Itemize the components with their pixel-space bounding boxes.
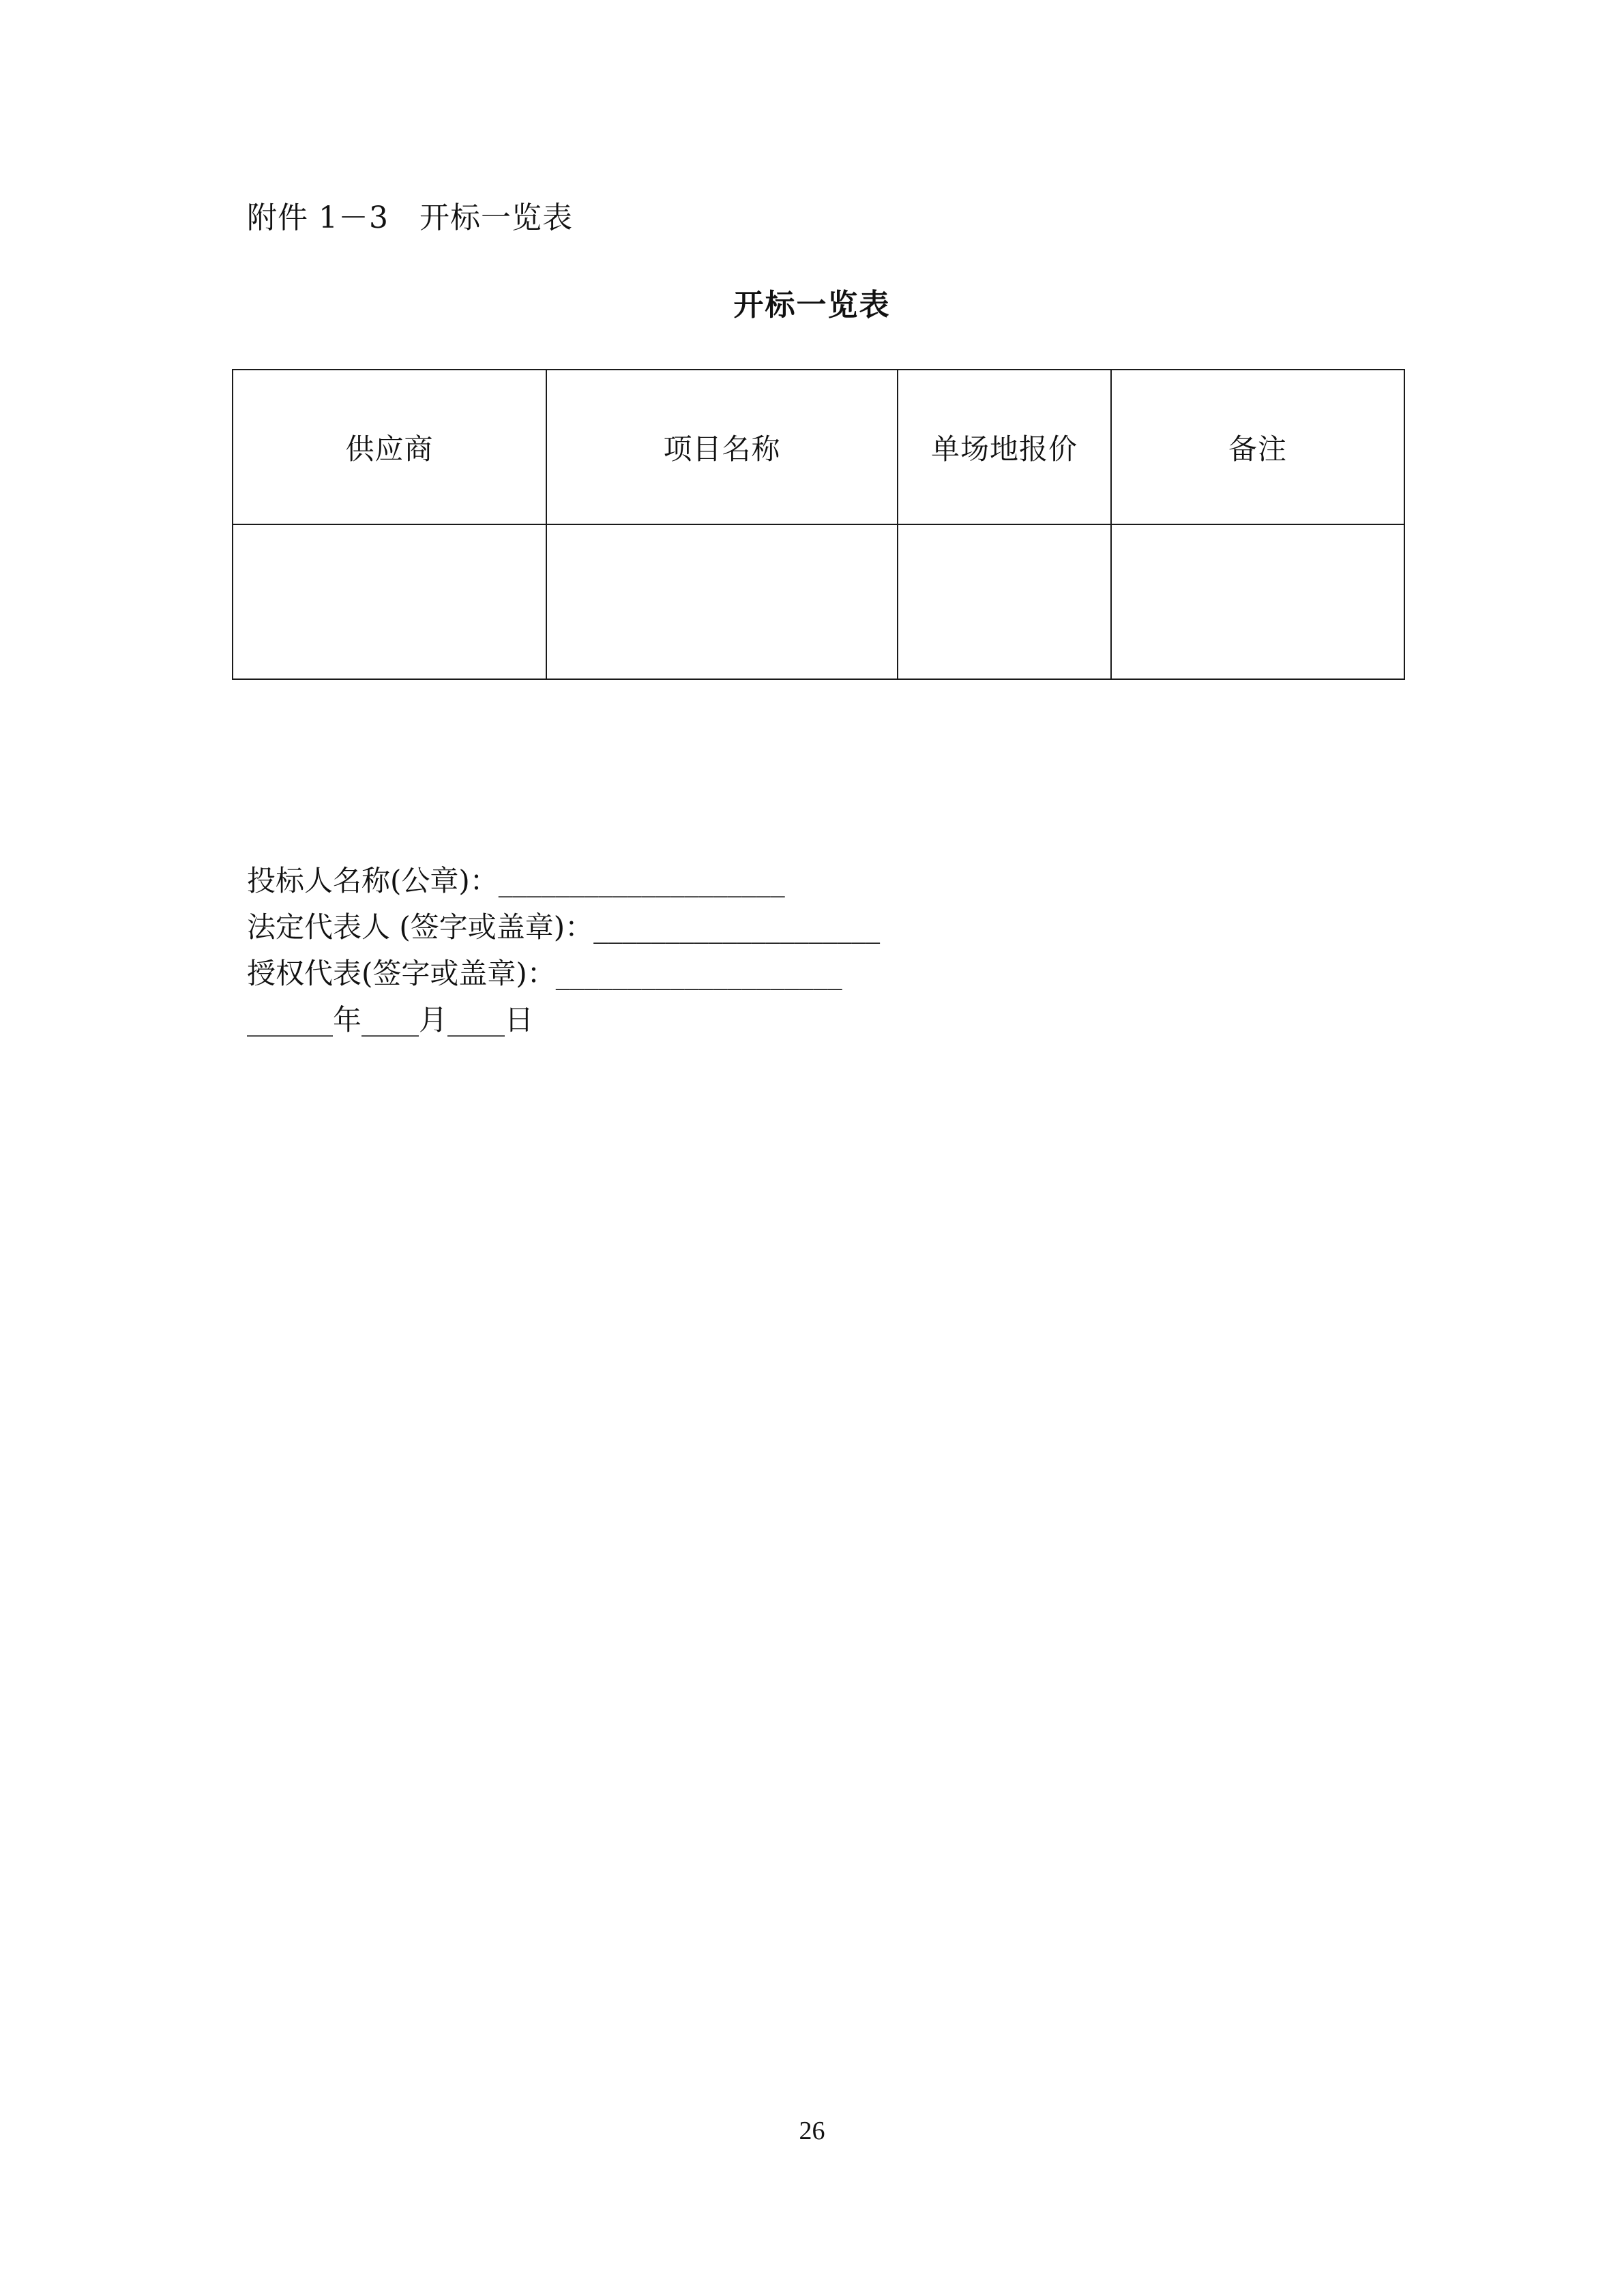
cell-project-name: [546, 524, 898, 679]
header-venue-quote: 单场地报价: [898, 370, 1111, 524]
legal-representative-line: 法定代表人 (签字或盖章)：____________________: [247, 910, 881, 944]
cell-supplier: [233, 524, 546, 679]
authorized-representative-line: 授权代表(签字或盖章)：____________________: [247, 957, 842, 990]
header-remarks: 备注: [1111, 370, 1404, 524]
header-supplier: 供应商: [233, 370, 546, 524]
page-title: 开标一览表: [733, 288, 891, 323]
header-project-name: 项目名称: [546, 370, 898, 524]
cell-remarks: [1111, 524, 1404, 679]
bid-opening-table: [232, 369, 1405, 680]
signature-block: [247, 858, 880, 1043]
attachment-label: 附件 1－3 开标一览表: [247, 200, 573, 235]
bidder-name-line: 投标人名称(公章)：____________________: [247, 864, 785, 897]
page-number: 26: [799, 2117, 825, 2145]
table-header-row: [233, 370, 1404, 524]
date-line: ______年____月____日: [247, 1003, 534, 1037]
cell-venue-quote: [898, 524, 1111, 679]
table-row: [233, 524, 1404, 679]
